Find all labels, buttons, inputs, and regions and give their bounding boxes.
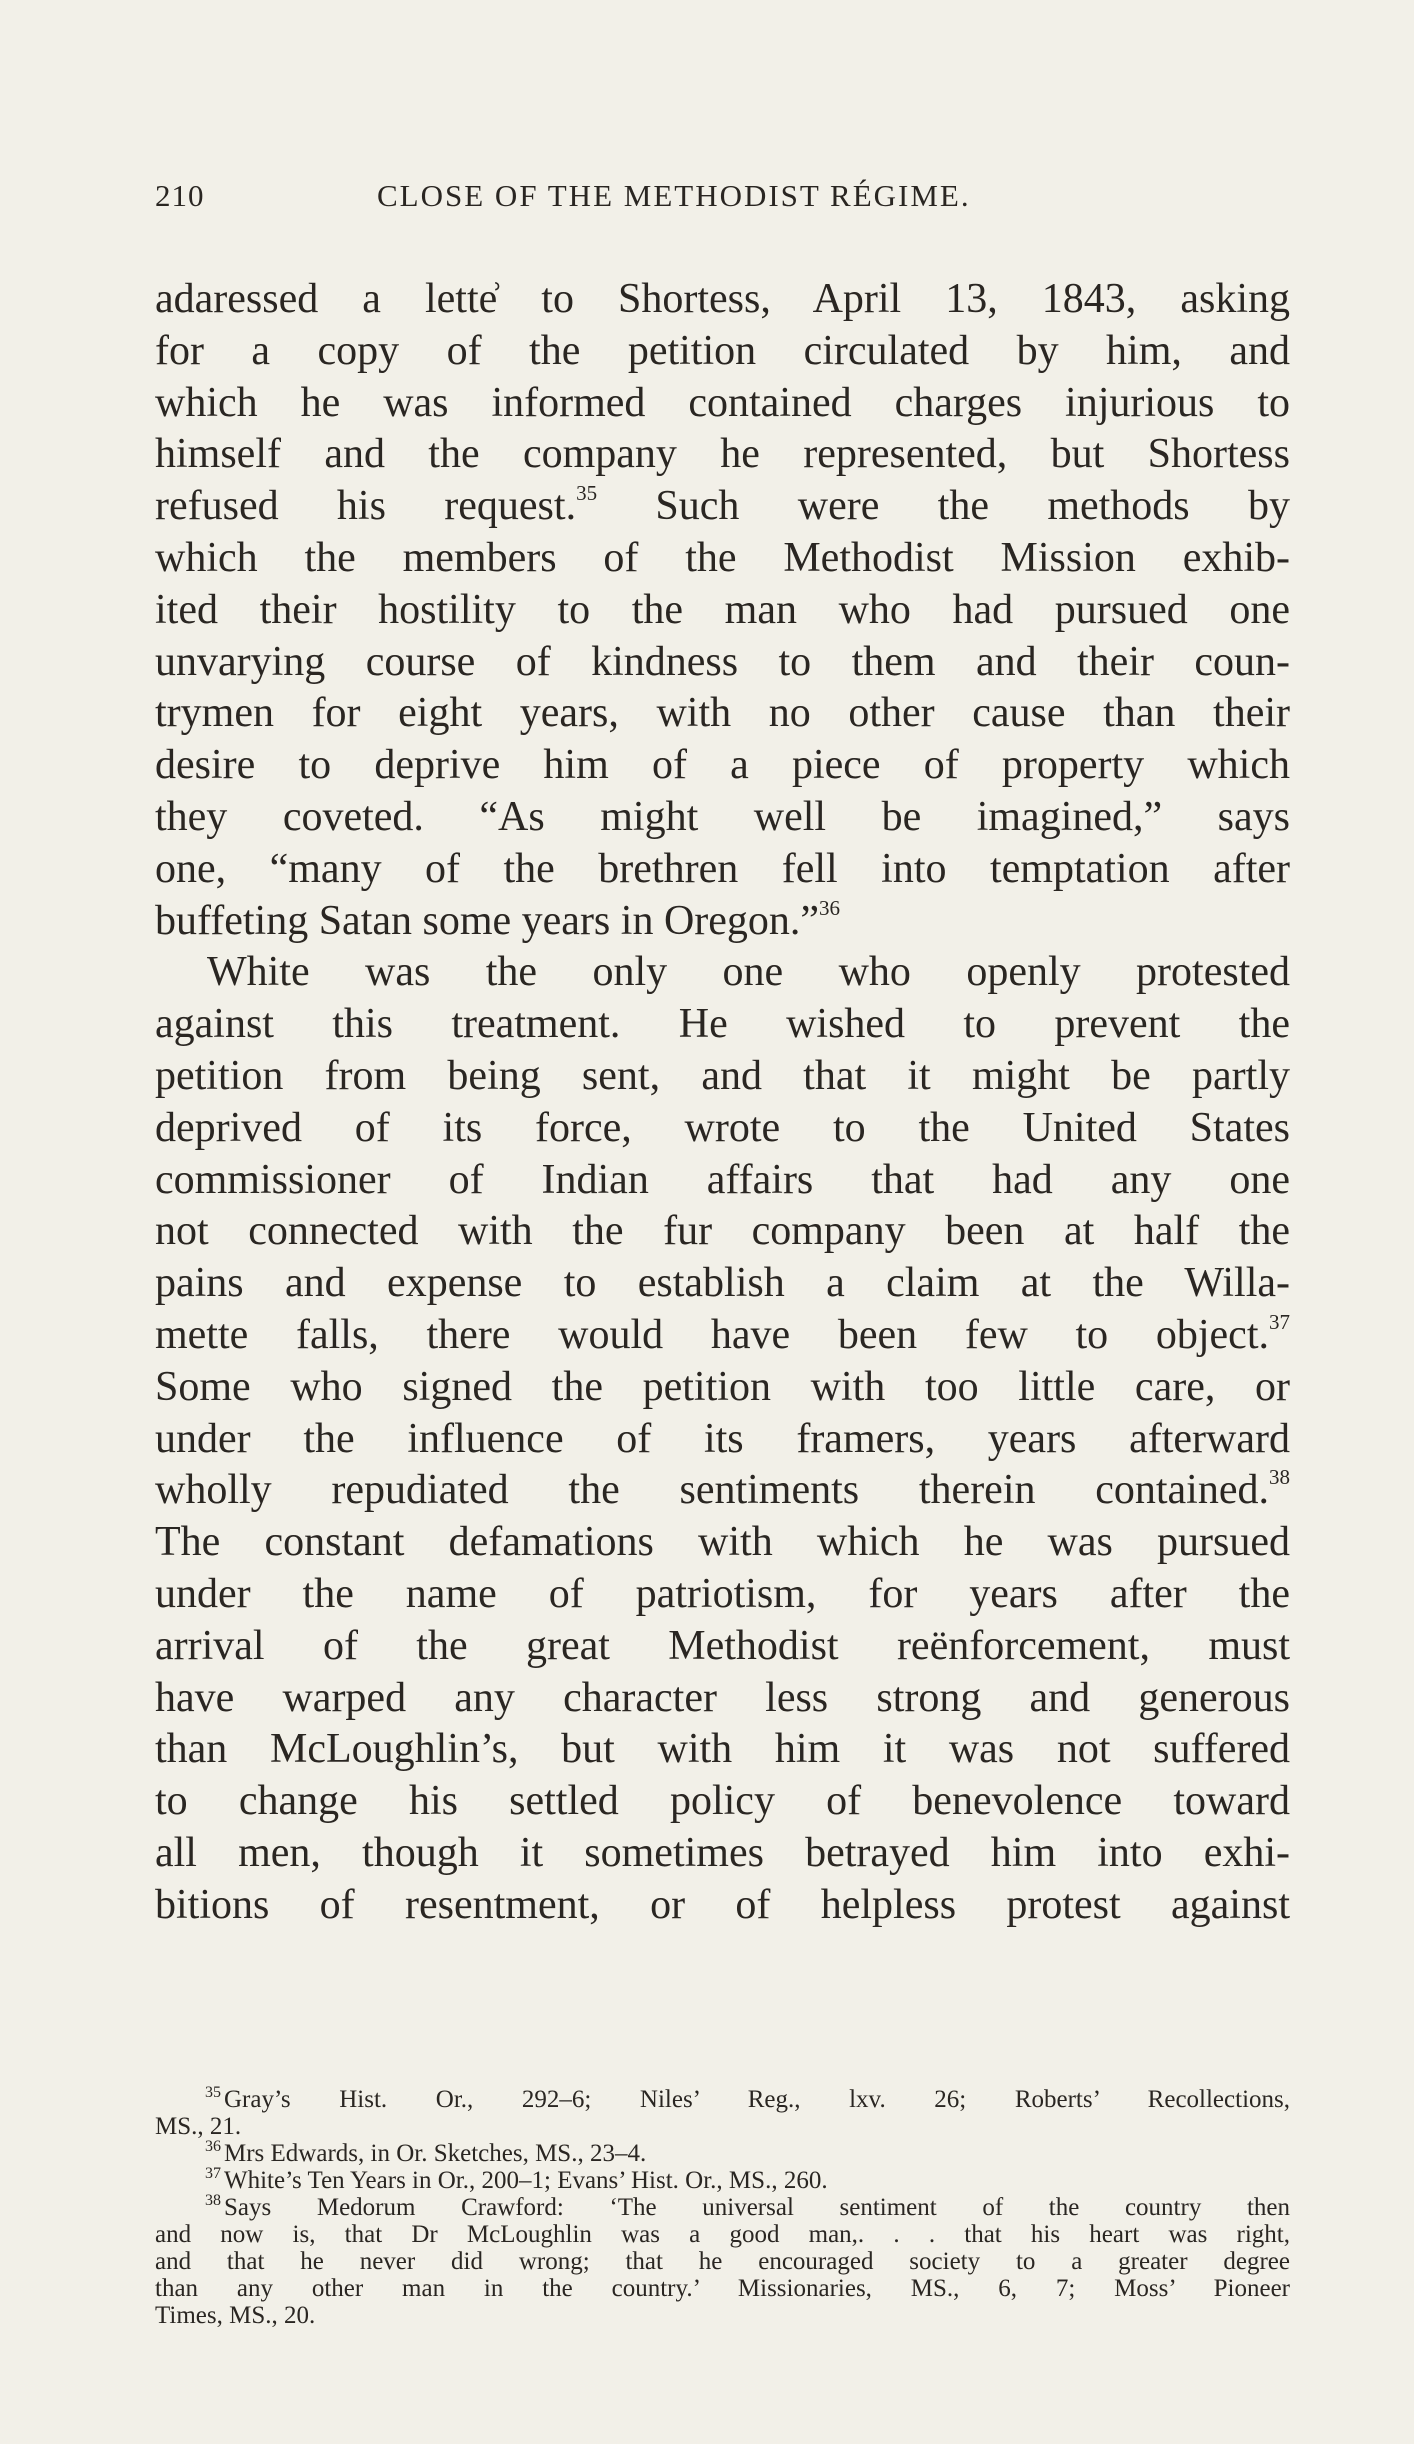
text-line: mette falls, there would have been few to object.$^{37}$ [155,1309,1290,1358]
footnote-number: 37 [205,2167,221,2182]
footnote-number: 36 [205,2140,221,2155]
footnote-line: $^{37}$ White’s Ten Years in Or., 200–1; Evans’ Hist. Or., MS., 260. [205,2167,828,2194]
footnote-ref: 37 [1269,1309,1290,1334]
text-line: not connected with the fur company been at half the [155,1208,1290,1255]
running-head [155,178,1295,218]
footnote-line: $^{38}$ Says Medorum Crawford: ‘The universal sentiment of the country then [205,2194,1290,2221]
footnote-number: 35 [205,2086,221,2101]
footnote-line: and now is, that Dr McLoughlin was a good man,. . . that his heart was right, [155,2221,1290,2248]
footnote-number: 38 [205,2194,221,2209]
text-line: under the name of patriotism, for years after the [155,1570,1290,1617]
text-line: under the influence of its framers, years afterward [155,1415,1290,1462]
text-line: commissioner of Indian affairs that had any one [155,1156,1290,1203]
text-line: which the members of the Methodist Mission exhib- [155,534,1290,581]
footnote-line: $^{35}$ Gray’s Hist. Or., 292–6; Niles’ Reg., lxv. 26; Roberts’ Recollections, [205,2086,1290,2113]
text-line: have warped any character less strong and generous [155,1674,1290,1721]
text-line: unvarying course of kindness to them and their coun- [155,638,1290,685]
text-line: Some who signed the petition with too little care, or [155,1363,1290,1410]
text-line: adaressed a lette͗ to Shortess, April 13, 1843, asking [155,276,1290,322]
text-line: pains and expense to establish a claim at the Willa- [155,1260,1290,1307]
page-number: 210 [155,178,205,213]
text-line: which he was informed contained charges injurious to [155,379,1290,426]
footnotes [155,2086,1290,2329]
text-line: to change his settled policy of benevolence toward [155,1778,1290,1825]
text-line: wholly repudiated the sentiments therein contained.$^{38}$ [155,1465,1290,1514]
text-line: bitions of resentment, or of helpless protest against [155,1881,1290,1928]
text-line: ited their hostility to the man who had pursued one [155,586,1290,633]
text-line: White was the only one who openly protested [207,949,1290,996]
footnote-line: than any other man in the country.’ Missionaries, MS., 6, 7; Moss’ Pioneer [155,2275,1290,2302]
text-line: than McLoughlin’s, but with him it was not suffered [155,1726,1290,1773]
text-line: The constant defamations with which he was pursued [155,1519,1290,1566]
text-line: petition from being sent, and that it might be partly [155,1052,1290,1099]
text-line: for a copy of the petition circulated by him, and [155,327,1290,374]
footnote-ref: 36 [819,895,841,920]
footnote-ref: 38 [1269,1465,1290,1490]
footnote-line: MS., 21. [155,2113,242,2140]
text-line: buffeting Satan some years in Oregon.”$^{36}$ [155,895,841,944]
text-line: one, “many of the brethren fell into temptation after [155,845,1290,892]
running-title: CLOSE OF THE METHODIST RÉGIME. [377,178,971,213]
body-text [155,274,1290,1932]
text-line: deprived of its force, wrote to the United States [155,1104,1290,1151]
text-line: refused his request.$^{35}$ Such were the methods by [155,481,1290,530]
text-line: arrival of the great Methodist reënforcement, must [155,1622,1290,1669]
text-line: trymen for eight years, with no other cause than their [155,690,1290,737]
text-line: all men, though it sometimes betrayed him into exhi- [155,1829,1290,1876]
footnote-ref: 35 [576,481,598,506]
footnote-line: $^{36}$ Mrs Edwards, in Or. Sketches, MS., 23–4. [205,2140,647,2167]
text-line: himself and the company he represented, but Shortess [155,431,1290,478]
footnote-line: and that he never did wrong; that he encouraged society to a greater degree [155,2248,1290,2275]
text-line: against this treatment. He wished to prevent the [155,1001,1290,1048]
footnote-line: Times, MS., 20. [155,2302,316,2329]
text-line: desire to deprive him of a piece of property which [155,742,1290,789]
text-line: they coveted. “As might well be imagined,” says [155,793,1290,840]
